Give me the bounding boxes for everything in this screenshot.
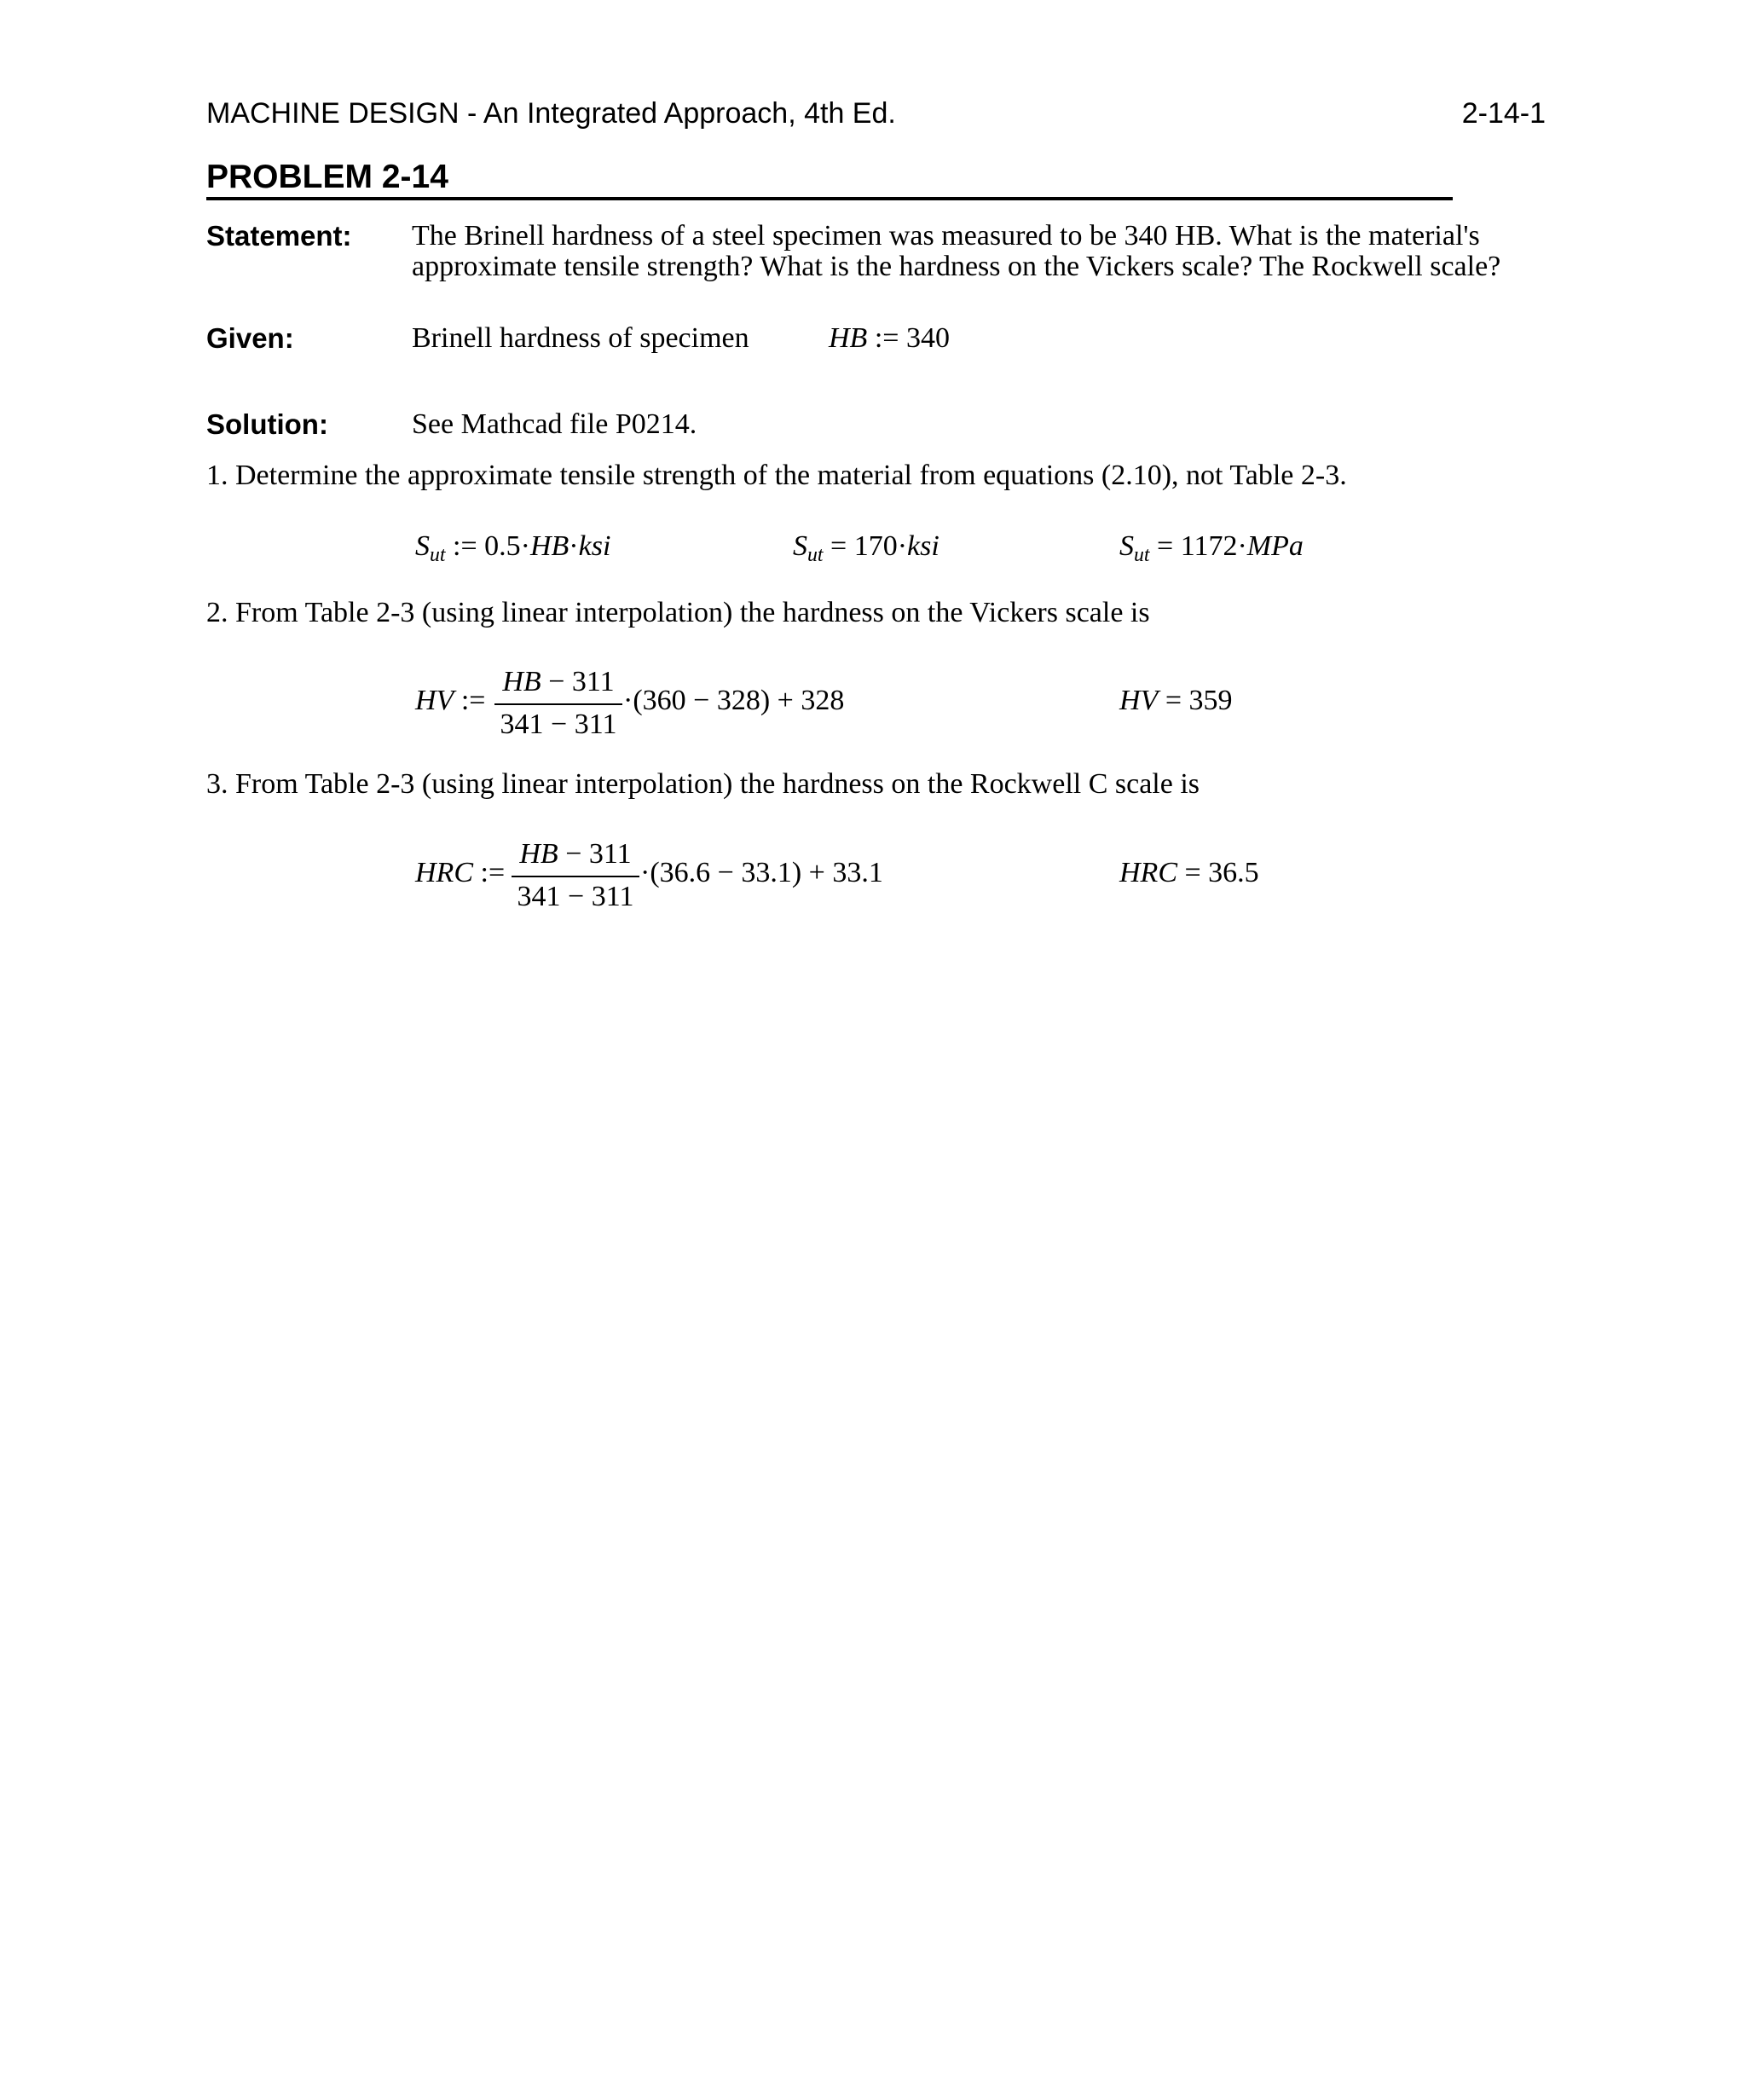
hv-var: HV	[415, 685, 454, 716]
step-1-text: 1. Determine the approximate tensile strength of the material from equations (2.10), not Table 2-3.	[206, 460, 1347, 491]
res-val: 170	[853, 530, 898, 562]
given-var: HB	[829, 322, 868, 354]
header-book-title: MACHINE DESIGN - An Integrated Approach, 4th Ed.	[206, 97, 896, 130]
statement-label: Statement:	[206, 220, 352, 252]
hrc-lhs	[415, 857, 505, 889]
statement-line-2: approximate tensile strength? What is the hardness on the Vickers scale? The Rockwell scale?	[412, 251, 1501, 282]
hv-op: :=	[460, 685, 486, 716]
solution-label: Solution:	[206, 408, 328, 440]
title-underline	[206, 197, 1453, 200]
res-op: =	[1157, 530, 1174, 562]
hrc-var: HRC	[415, 857, 473, 888]
footer-strip	[0, 2080, 1746, 2100]
hv-num-var: HB	[502, 666, 541, 697]
def-var2: ksi	[578, 530, 611, 562]
fraction-bar	[494, 703, 622, 705]
problem-title: PROBLEM 2-14	[206, 159, 448, 195]
hrc-op: :=	[480, 857, 506, 888]
statement-line-1: The Brinell hardness of a steel specimen was measured to be 340 HB. What is the material's	[412, 220, 1480, 252]
given-op: :=	[874, 322, 899, 354]
hv-tail: ·(360 − 328) + 328	[623, 685, 845, 716]
res-unit: ksi	[907, 530, 939, 562]
step-3-text: 3. From Table 2-3 (using linear interpolation) the hardness on the Rockwell C scale is	[206, 768, 1200, 800]
hrc-result-var: HRC	[1119, 857, 1177, 888]
res-unit: MPa	[1246, 530, 1304, 562]
hv-denominator: 341 − 311	[500, 709, 617, 740]
given-equation	[829, 322, 950, 355]
hrc-result	[1119, 857, 1259, 889]
given-text: Brinell hardness of specimen	[412, 322, 749, 354]
sut-var: S	[1119, 530, 1134, 562]
hrc-denominator: 341 − 311	[517, 881, 634, 912]
def-op: :=	[453, 530, 477, 562]
given-value: 340	[905, 322, 950, 354]
def-var1: HB	[529, 530, 569, 562]
hv-result-var: HV	[1119, 685, 1159, 716]
hrc-num-rest: − 311	[558, 838, 632, 870]
hrc-fraction	[512, 838, 639, 913]
res-op: =	[830, 530, 847, 562]
sut-sub: ut	[807, 544, 824, 567]
hv-lhs	[415, 685, 485, 717]
hrc-result-rest: = 36.5	[1177, 857, 1259, 888]
step-1-result-ksi: $S_{ut} = 170\cdot ksi$	[793, 530, 939, 567]
step-1-result-mpa: $S_{ut} = 1172\cdot MPa$	[1119, 530, 1304, 567]
sut-sub: ut	[1134, 544, 1150, 567]
hv-result	[1119, 685, 1233, 717]
fraction-bar	[512, 876, 639, 877]
hrc-numerator	[512, 838, 639, 871]
hv-result-rest: = 359	[1158, 685, 1233, 716]
header-page-number: 2-14-1	[1461, 97, 1546, 130]
step-2-text: 2. From Table 2-3 (using linear interpolation) the hardness on the Vickers scale is	[206, 597, 1150, 628]
step-1-definition: $S_{ut}$ := 0.5·HB·ksi	[415, 530, 611, 567]
hv-numerator	[494, 666, 622, 698]
hv-fraction	[494, 666, 622, 741]
given-label: Given:	[206, 322, 294, 354]
solution-text: See Mathcad file P0214.	[412, 408, 697, 440]
hrc-tail: ·(36.6 − 33.1) + 33.1	[640, 857, 883, 888]
hrc-num-var: HB	[519, 838, 558, 870]
hv-num-rest: − 311	[541, 666, 615, 697]
sut-sub: ut	[430, 544, 446, 567]
sut-var: S	[415, 530, 430, 562]
res-val: 1172	[1180, 530, 1238, 562]
def-num: 0.5	[484, 530, 521, 562]
sut-var: S	[793, 530, 807, 562]
